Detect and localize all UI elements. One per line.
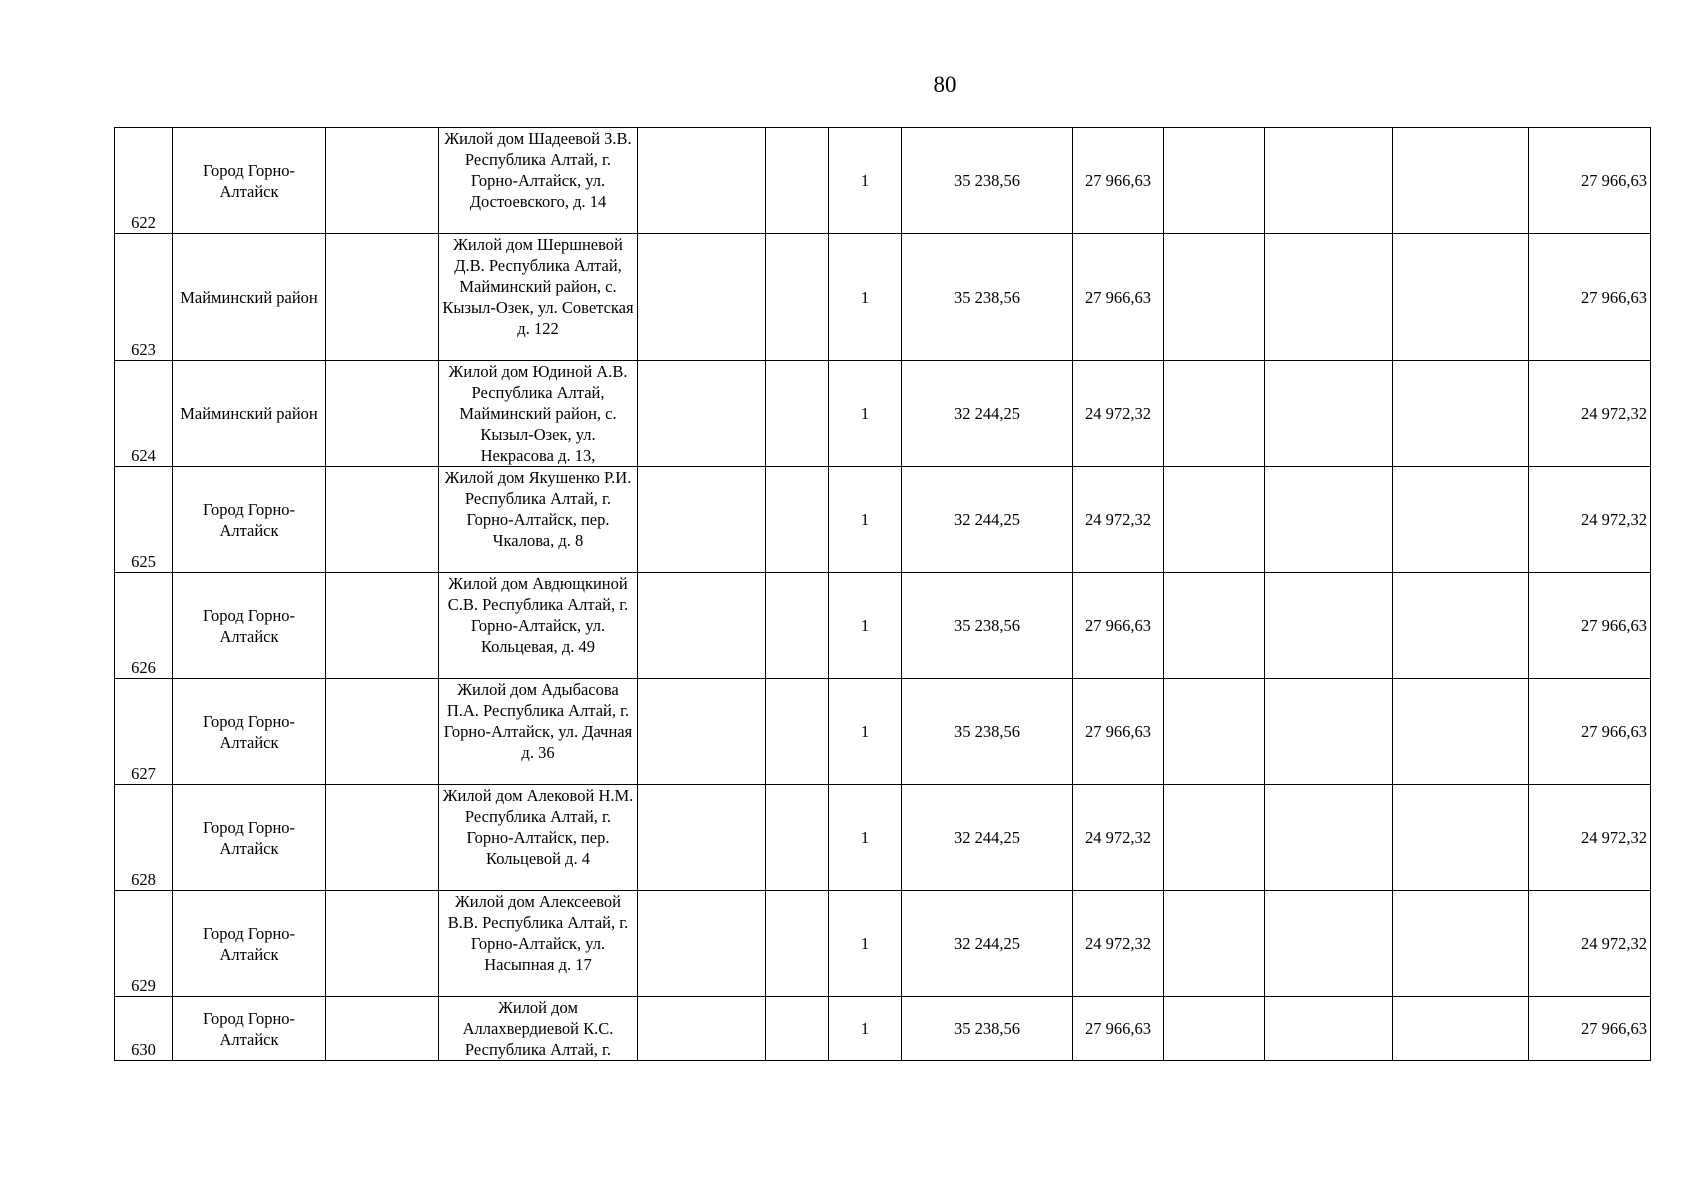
- empty-cell: [1164, 679, 1265, 785]
- empty-cell: [766, 361, 829, 467]
- empty-cell: [1164, 785, 1265, 891]
- cost-cell: 35 238,56: [902, 679, 1073, 785]
- count-cell: 1: [829, 891, 902, 997]
- empty-cell: [1164, 128, 1265, 234]
- object-address-cell: Жилой дом Аллахвердиевой К.С. Республика Алтай, г.: [439, 997, 638, 1061]
- subsidy-cell: 27 966,63: [1073, 234, 1164, 361]
- row-number: 627: [115, 679, 173, 785]
- empty-cell: [1393, 679, 1529, 785]
- count-cell: 1: [829, 128, 902, 234]
- empty-cell: [766, 785, 829, 891]
- subsidy-cell: 24 972,32: [1073, 467, 1164, 573]
- subsidy-cell: 27 966,63: [1073, 573, 1164, 679]
- empty-cell: [326, 891, 439, 997]
- subsidy-cell: 27 966,63: [1073, 128, 1164, 234]
- object-address-cell: Жилой дом Юдиной А.В. Республика Алтай, Майминский район, с. Кызыл-Озек, ул. Некрасова д. 13,: [439, 361, 638, 467]
- empty-cell: [638, 785, 766, 891]
- empty-cell: [766, 573, 829, 679]
- empty-cell: [638, 128, 766, 234]
- empty-cell: [1265, 234, 1393, 361]
- empty-cell: [766, 997, 829, 1061]
- cost-cell: 35 238,56: [902, 573, 1073, 679]
- municipality-cell: Город Горно-Алтайск: [173, 128, 326, 234]
- subsidy-cell: 27 966,63: [1073, 679, 1164, 785]
- empty-cell: [638, 573, 766, 679]
- object-address-cell: Жилой дом Адыбасова П.А. Республика Алтай, г. Горно-Алтайск, ул. Дачная д. 36: [439, 679, 638, 785]
- empty-cell: [766, 891, 829, 997]
- cost-cell: 32 244,25: [902, 891, 1073, 997]
- empty-cell: [766, 679, 829, 785]
- row-number: 624: [115, 361, 173, 467]
- empty-cell: [766, 234, 829, 361]
- empty-cell: [1164, 467, 1265, 573]
- empty-cell: [326, 785, 439, 891]
- row-number: 628: [115, 785, 173, 891]
- municipality-cell: Город Горно-Алтайск: [173, 785, 326, 891]
- count-cell: 1: [829, 467, 902, 573]
- count-cell: 1: [829, 234, 902, 361]
- empty-cell: [326, 573, 439, 679]
- table-row: [115, 997, 1651, 1061]
- row-number: 625: [115, 467, 173, 573]
- empty-cell: [1265, 679, 1393, 785]
- cost-cell: 32 244,25: [902, 785, 1073, 891]
- count-cell: 1: [829, 679, 902, 785]
- table-row: [115, 679, 1651, 785]
- table-row: [115, 234, 1651, 361]
- municipality-cell: Город Горно-Алтайск: [173, 679, 326, 785]
- table-row: [115, 467, 1651, 573]
- empty-cell: [766, 128, 829, 234]
- object-address-cell: Жилой дом Авдющкиной С.В. Республика Алтай, г. Горно-Алтайск, ул. Кольцевая, д. 49: [439, 573, 638, 679]
- empty-cell: [1164, 573, 1265, 679]
- count-cell: 1: [829, 361, 902, 467]
- empty-cell: [1265, 997, 1393, 1061]
- empty-cell: [1393, 234, 1529, 361]
- object-address-cell: Жилой дом Алековой Н.М. Республика Алтай, г. Горно-Алтайск, пер. Кольцевой д. 4: [439, 785, 638, 891]
- cost-cell: 32 244,25: [902, 361, 1073, 467]
- empty-cell: [638, 997, 766, 1061]
- empty-cell: [326, 997, 439, 1061]
- empty-cell: [1164, 234, 1265, 361]
- register-table: [114, 127, 1651, 1061]
- empty-cell: [1164, 361, 1265, 467]
- empty-cell: [1393, 573, 1529, 679]
- empty-cell: [1265, 467, 1393, 573]
- total-cell: 24 972,32: [1529, 361, 1651, 467]
- table-row: [115, 573, 1651, 679]
- table-row: [115, 128, 1651, 234]
- empty-cell: [1164, 997, 1265, 1061]
- cost-cell: 35 238,56: [902, 128, 1073, 234]
- empty-cell: [1393, 128, 1529, 234]
- empty-cell: [326, 467, 439, 573]
- page-number: 80: [933, 72, 957, 97]
- total-cell: 27 966,63: [1529, 234, 1651, 361]
- table-row: [115, 361, 1651, 467]
- object-address-cell: Жилой дом Якушенко Р.И. Республика Алтай, г. Горно-Алтайск, пер. Чкалова, д. 8: [439, 467, 638, 573]
- empty-cell: [1265, 361, 1393, 467]
- cost-cell: 35 238,56: [902, 997, 1073, 1061]
- empty-cell: [1265, 128, 1393, 234]
- total-cell: 27 966,63: [1529, 997, 1651, 1061]
- empty-cell: [1393, 467, 1529, 573]
- municipality-cell: Город Горно-Алтайск: [173, 997, 326, 1061]
- table-row: [115, 785, 1651, 891]
- total-cell: 27 966,63: [1529, 573, 1651, 679]
- row-number: 622: [115, 128, 173, 234]
- empty-cell: [638, 234, 766, 361]
- object-address-cell: Жилой дом Алексеевой В.В. Республика Алтай, г. Горно-Алтайск, ул. Насыпная д. 17: [439, 891, 638, 997]
- empty-cell: [1164, 891, 1265, 997]
- empty-cell: [1265, 573, 1393, 679]
- object-address-cell: Жилой дом Шадеевой З.В. Республика Алтай, г. Горно-Алтайск, ул. Достоевского, д. 14: [439, 128, 638, 234]
- empty-cell: [638, 679, 766, 785]
- empty-cell: [638, 361, 766, 467]
- total-cell: 27 966,63: [1529, 128, 1651, 234]
- municipality-cell: Майминский район: [173, 361, 326, 467]
- cost-cell: 32 244,25: [902, 467, 1073, 573]
- empty-cell: [638, 467, 766, 573]
- object-address-cell: Жилой дом Шершневой Д.В. Республика Алтай, Майминский район, с. Кызыл-Озек, ул. Советская д. 122: [439, 234, 638, 361]
- municipality-cell: Город Горно-Алтайск: [173, 573, 326, 679]
- municipality-cell: Майминский район: [173, 234, 326, 361]
- table-row: [115, 891, 1651, 997]
- empty-cell: [1393, 891, 1529, 997]
- empty-cell: [1265, 891, 1393, 997]
- empty-cell: [766, 467, 829, 573]
- total-cell: 24 972,32: [1529, 785, 1651, 891]
- total-cell: 24 972,32: [1529, 467, 1651, 573]
- row-number: 629: [115, 891, 173, 997]
- count-cell: 1: [829, 573, 902, 679]
- empty-cell: [1393, 361, 1529, 467]
- row-number: 626: [115, 573, 173, 679]
- table-body: [115, 128, 1651, 1061]
- empty-cell: [326, 361, 439, 467]
- empty-cell: [326, 679, 439, 785]
- subsidy-cell: 27 966,63: [1073, 997, 1164, 1061]
- count-cell: 1: [829, 785, 902, 891]
- municipality-cell: Город Горно-Алтайск: [173, 891, 326, 997]
- empty-cell: [1393, 997, 1529, 1061]
- total-cell: 24 972,32: [1529, 891, 1651, 997]
- count-cell: 1: [829, 997, 902, 1061]
- municipality-cell: Город Горно-Алтайск: [173, 467, 326, 573]
- cost-cell: 35 238,56: [902, 234, 1073, 361]
- total-cell: 27 966,63: [1529, 679, 1651, 785]
- empty-cell: [1265, 785, 1393, 891]
- empty-cell: [638, 891, 766, 997]
- subsidy-cell: 24 972,32: [1073, 891, 1164, 997]
- subsidy-cell: 24 972,32: [1073, 785, 1164, 891]
- row-number: 630: [115, 997, 173, 1061]
- subsidy-cell: 24 972,32: [1073, 361, 1164, 467]
- empty-cell: [1393, 785, 1529, 891]
- empty-cell: [326, 234, 439, 361]
- row-number: 623: [115, 234, 173, 361]
- empty-cell: [326, 128, 439, 234]
